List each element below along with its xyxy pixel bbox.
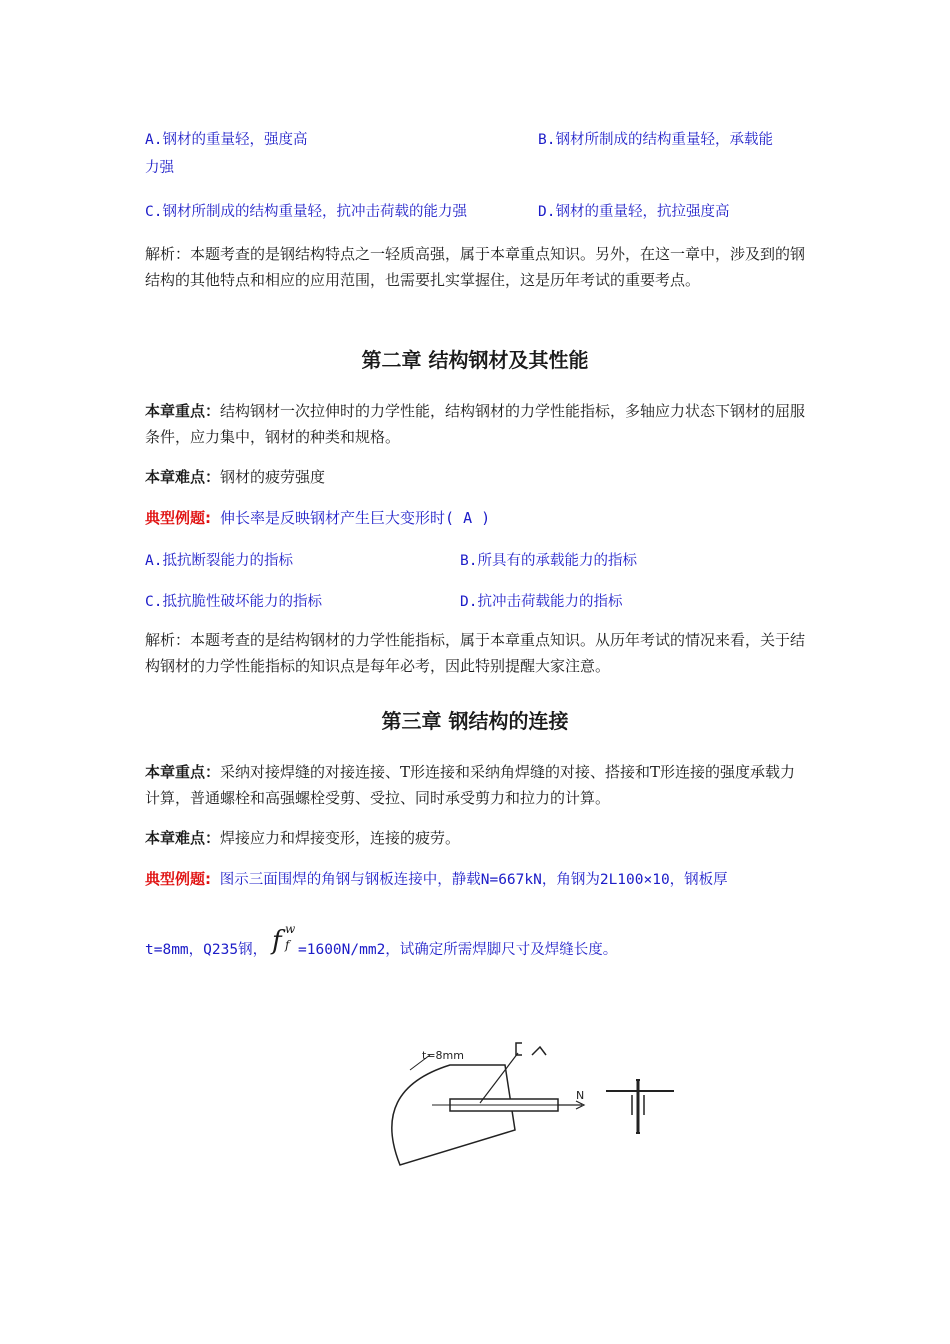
chapter-3-title: 第三章 钢结构的连接: [381, 709, 569, 733]
q1-option-d: D.钢材的重量轻，抗拉强度高: [538, 204, 730, 220]
key-points-text: 结构钢材一次拉伸时的力学性能，结构钢材的力学性能指标，多轴应力状态下钢材的屈服条件，应力集中，钢材的种类和规格。: [145, 402, 806, 446]
weld-strength-formula: [272, 922, 298, 958]
q1-analysis: 解析：本题考查的是钢结构特点之一轻质高强，属于本章重点知识。另外，在这一章中，涉及到的钢结构的其他特点和相应的应用范围，也需要扎实掌握住，这是历年考试的重要考点。: [145, 245, 806, 289]
difficulty-label: 本章难点：: [145, 829, 221, 847]
q1-option-b-continued: 力强: [145, 160, 174, 176]
chapter-3-key-points: [145, 759, 810, 811]
key-points-text: 采纳对接焊缝的对接连接、T形连接和采纳角焊缝的对接、搭接和T形连接的强度承载力计算，普通螺栓和高强螺栓受剪、受拉、同时承受剪力和拉力的计算。: [145, 763, 796, 807]
thickness-label: t=8mm: [422, 1049, 464, 1062]
ch2-option-b: B.所具有的承载能力的指标: [460, 553, 637, 569]
formula-superscript: w: [285, 922, 296, 936]
difficulty-text: 焊接应力和焊接变形，连接的疲劳。: [220, 829, 461, 847]
q1-option-a: A.钢材的重量轻，强度高: [145, 132, 308, 148]
example-label: 典型例题:: [145, 870, 211, 888]
chapter-3-example-line2: [145, 938, 267, 959]
chapter-2-analysis: 解析：本题考查的是结构钢材的力学性能指标，属于本章重点知识。从历年考试的情况来看，关于结构钢材的力学性能指标的知识点是每年必考，因此特别提醒大家注意。: [145, 631, 806, 675]
ch2-option-c: C.抵抗脆性破坏能力的指标: [145, 594, 322, 610]
key-points-label: 本章重点：: [145, 402, 221, 420]
difficulty-label: 本章难点：: [145, 468, 221, 486]
angle-steel-connection-figure: [370, 1035, 690, 1175]
chapter-2-example: [145, 507, 490, 528]
q1-option-b: B.钢材所制成的结构重量轻，承载能: [538, 132, 773, 148]
chapter-2-key-points: [145, 398, 810, 450]
example-text: 图示三面围焊的角钢与钢板连接中，静载N=667kN，角钢为2L100×10，钢板厚: [211, 872, 728, 888]
example-line2-suffix: =1600N/mm2，试确定所需焊脚尺寸及焊缝长度。: [298, 942, 618, 958]
steel-plate-outline: [392, 1065, 515, 1165]
example-text: 伸长率是反映钢材产生巨大变形时( A ): [211, 509, 491, 527]
key-points-label: 本章重点：: [145, 763, 221, 781]
fillet-weld-symbol: [532, 1047, 546, 1055]
ch2-option-d: D.抗冲击荷载能力的指标: [460, 594, 623, 610]
chapter-2-difficulty: [145, 464, 810, 490]
example-label: 典型例题:: [145, 509, 211, 527]
difficulty-text: 钢材的疲劳强度: [220, 468, 326, 486]
formula-subscript: f: [285, 938, 290, 952]
chapter-3-difficulty: [145, 825, 810, 851]
load-label: N: [576, 1089, 585, 1102]
chapter-2-title: 第二章 结构钢材及其性能: [361, 348, 589, 372]
example-line2-prefix: t=8mm，Q235钢，: [145, 942, 268, 958]
formula-f: f: [272, 926, 282, 956]
weld-symbol-bracket: [516, 1043, 522, 1055]
q1-option-c: C.钢材所制成的结构重量轻，抗冲击荷载的能力强: [145, 204, 467, 220]
chapter-3-example: [145, 868, 728, 889]
ch2-option-a: A.抵抗断裂能力的指标: [145, 553, 293, 569]
weld-leader-line: [480, 1053, 518, 1103]
